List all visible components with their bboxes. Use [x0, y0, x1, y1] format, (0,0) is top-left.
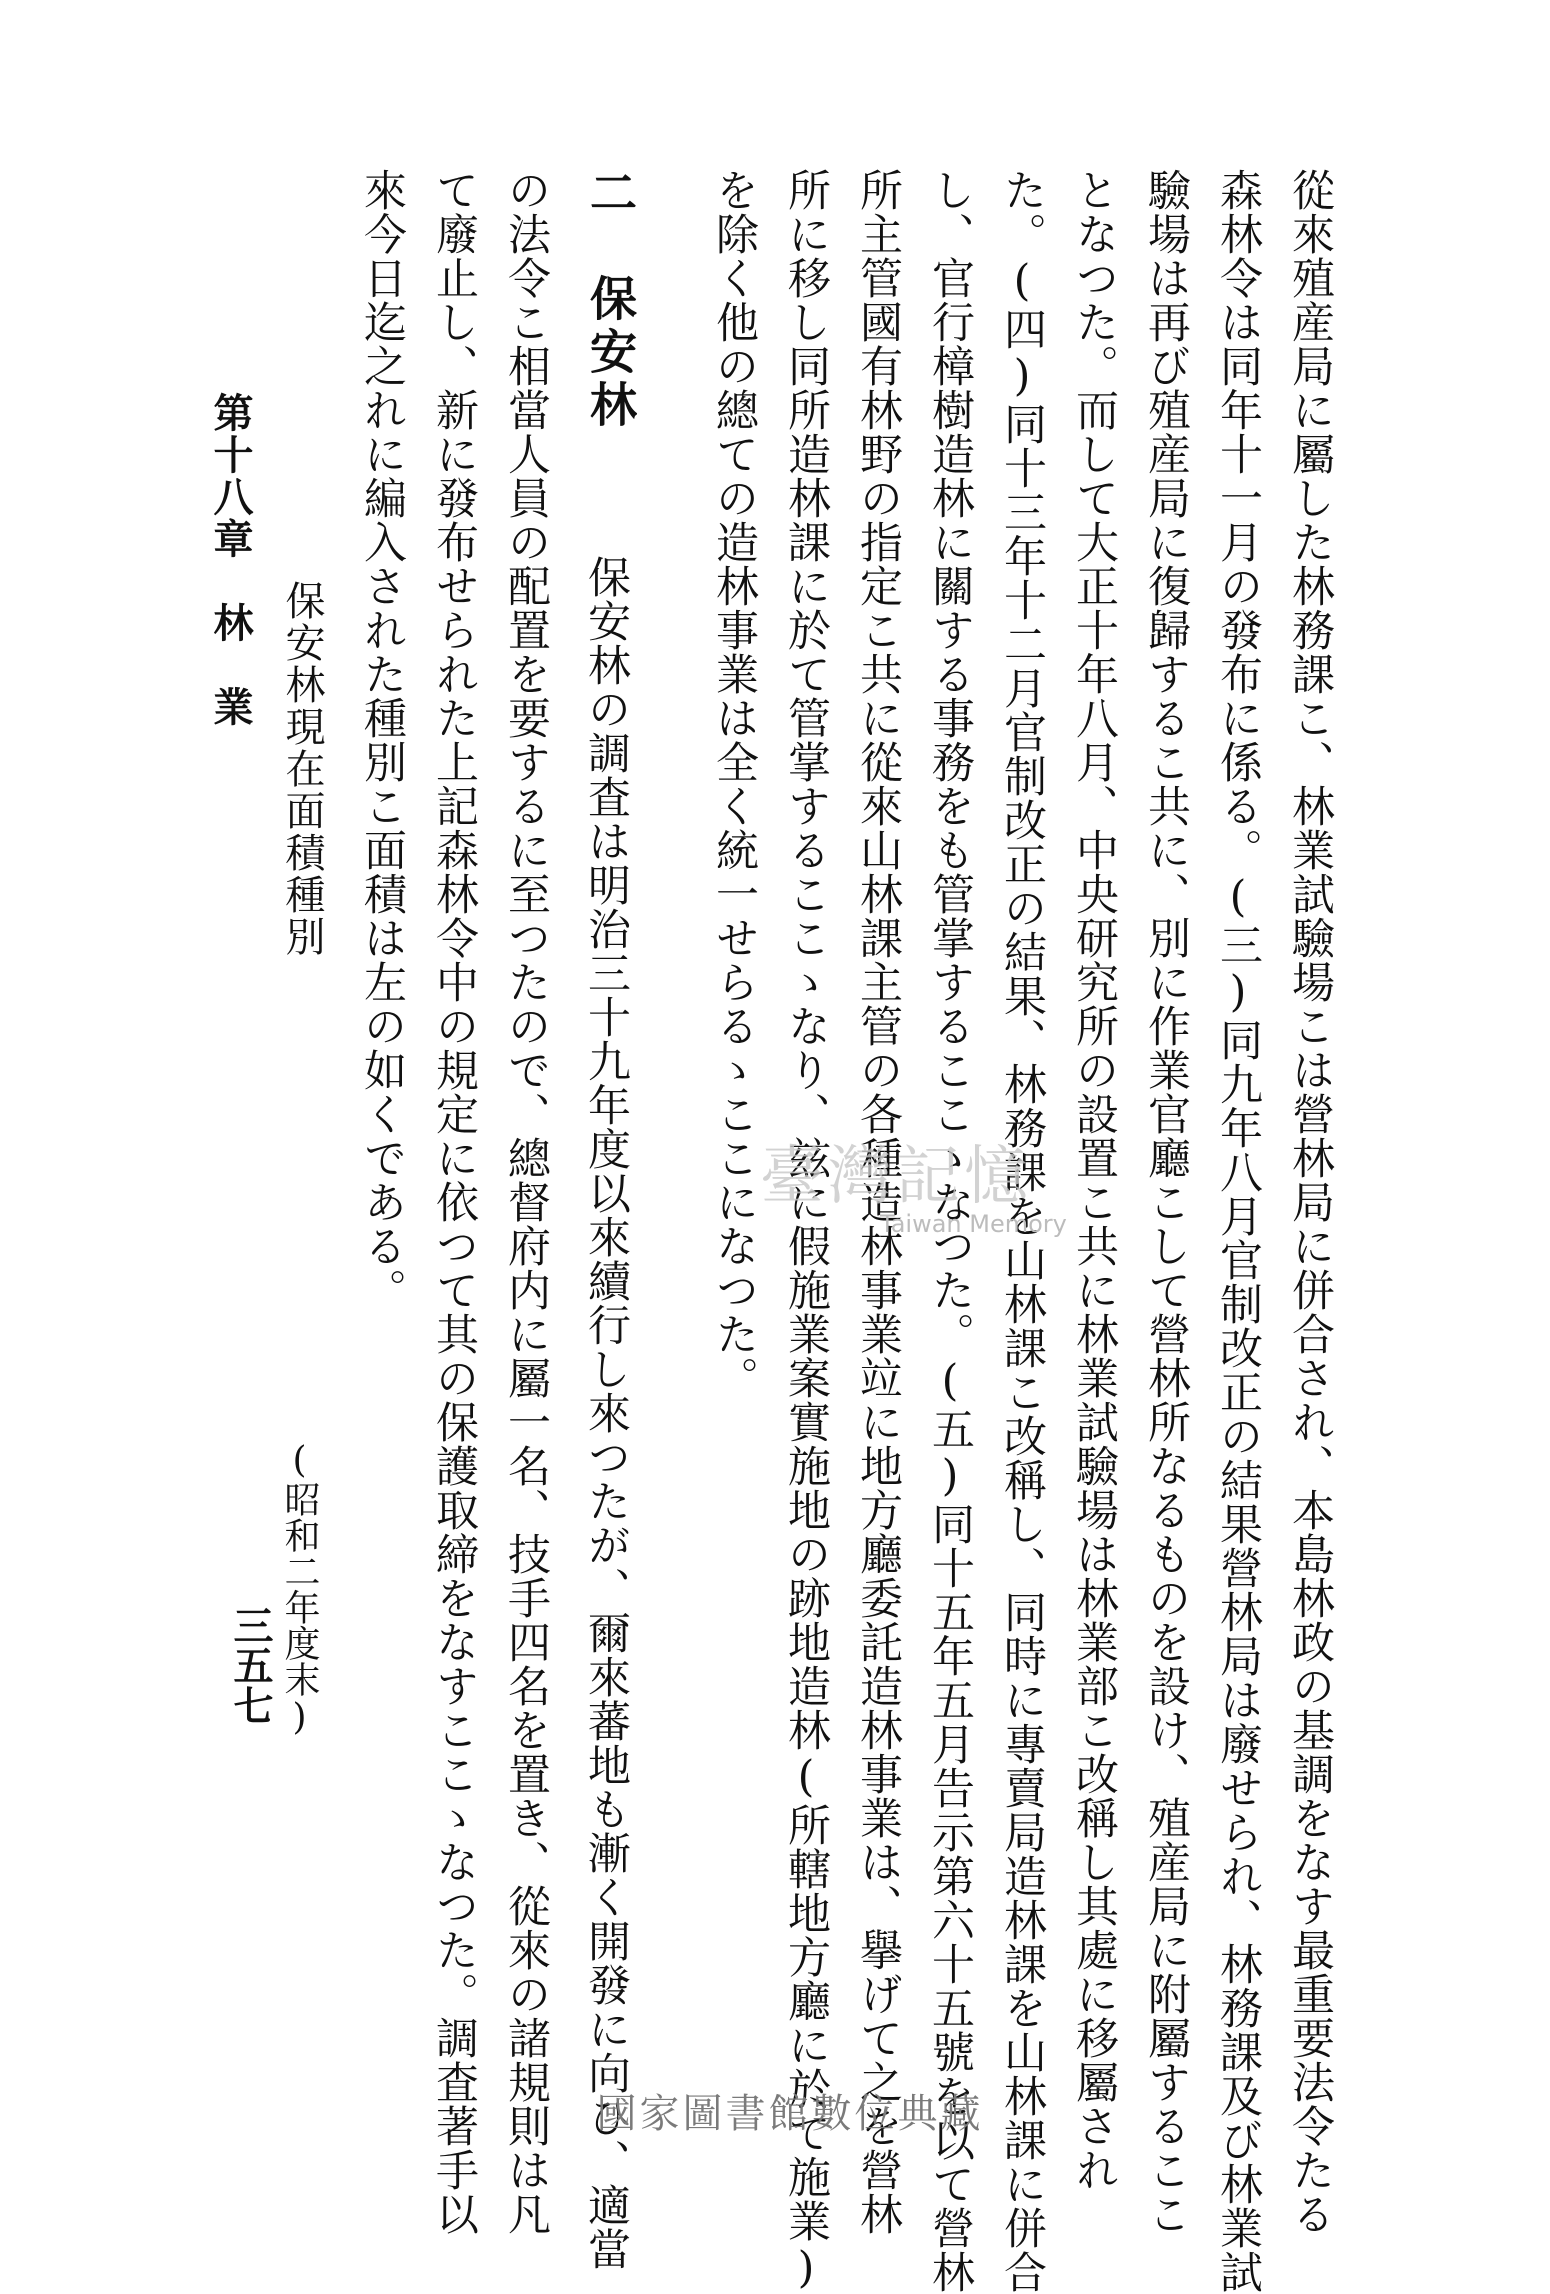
footer-collection-label: 國家圖書館數位典藏	[596, 2091, 984, 2137]
section-heading: 二 保安林	[582, 168, 637, 433]
text-column-2: 森林令は同年十一月の發布に係る。(三)同九年八月官制改正の結果營林局は廢せられ、林務課及び林業試	[1213, 168, 1263, 2294]
watermark-subtitle: Taiwan Memory	[880, 1210, 1067, 1238]
text-column-12: て廢止し、新に發布せられた上記森林令中の規定に依つて其の保護取締をなすここゝなつた。調査著手以	[429, 168, 479, 2236]
text-column-13: 來今日迄之れに編入された種別こ面積は左の如くである。	[357, 168, 407, 1312]
running-head: 第十八章 林 業	[207, 392, 254, 728]
text-column-8: 所に移し同所造林課に於て管掌するここゝなり、玆に假施業案實施地の跡地造林(所轄地方廳に於て施業)	[781, 168, 831, 2294]
text-column-10: 保安林の調査は明治三十九年度以來續行し來つたが、爾來蕃地も漸く開發に向ひ、適當	[581, 555, 631, 2271]
text-column-1: 從來殖産局に屬した林務課こ、林業試驗場こは營林局に併合され、本島林政の基調をなす最重要法令たる	[1285, 168, 1335, 2236]
text-column-4: となつた。而して大正十年八月、中央研究所の設置こ共に林業試驗場は林業部こ改稱し其處に移屬され	[1069, 168, 1119, 2192]
text-column-5: た。(四)同十三年十二月官制改正の結果、林務課を山林課こ改稱し、同時に專賣局造林課を山林課に併合	[997, 168, 1047, 2294]
text-column-9: を除く他の總ての造林事業は全く統一せらるゝここになつた。	[709, 168, 759, 1400]
text-column-3: 驗場は再び殖産局に復歸するこ共に、別に作業官廳こして營林所なるものを設け、殖産局に附屬するここ	[1141, 168, 1191, 2236]
table-caption-date: (昭和二年度末)	[279, 1440, 320, 1738]
text-column-6: し、官行樟樹造林に關する事務をも管掌するここゝなつた。(五)同十五年五月告示第六十五號を以て營林	[925, 168, 975, 2294]
table-caption-title: 保安林現在面積種別	[279, 580, 325, 958]
text-column-11: の法令こ相當人員の配置を要するに至つたので、總督府内に屬一名、技手四名を置き、從來の諸規則は凡	[501, 168, 551, 2236]
text-column-7: 所主管國有林野の指定こ共に從來山林課主管の各種造林事業竝に地方廳委託造林事業は、擧げて之を營林	[853, 168, 903, 2236]
page-number: 三五七	[227, 1605, 274, 1725]
watermark-logo: 臺灣記憶	[760, 1140, 1032, 1214]
